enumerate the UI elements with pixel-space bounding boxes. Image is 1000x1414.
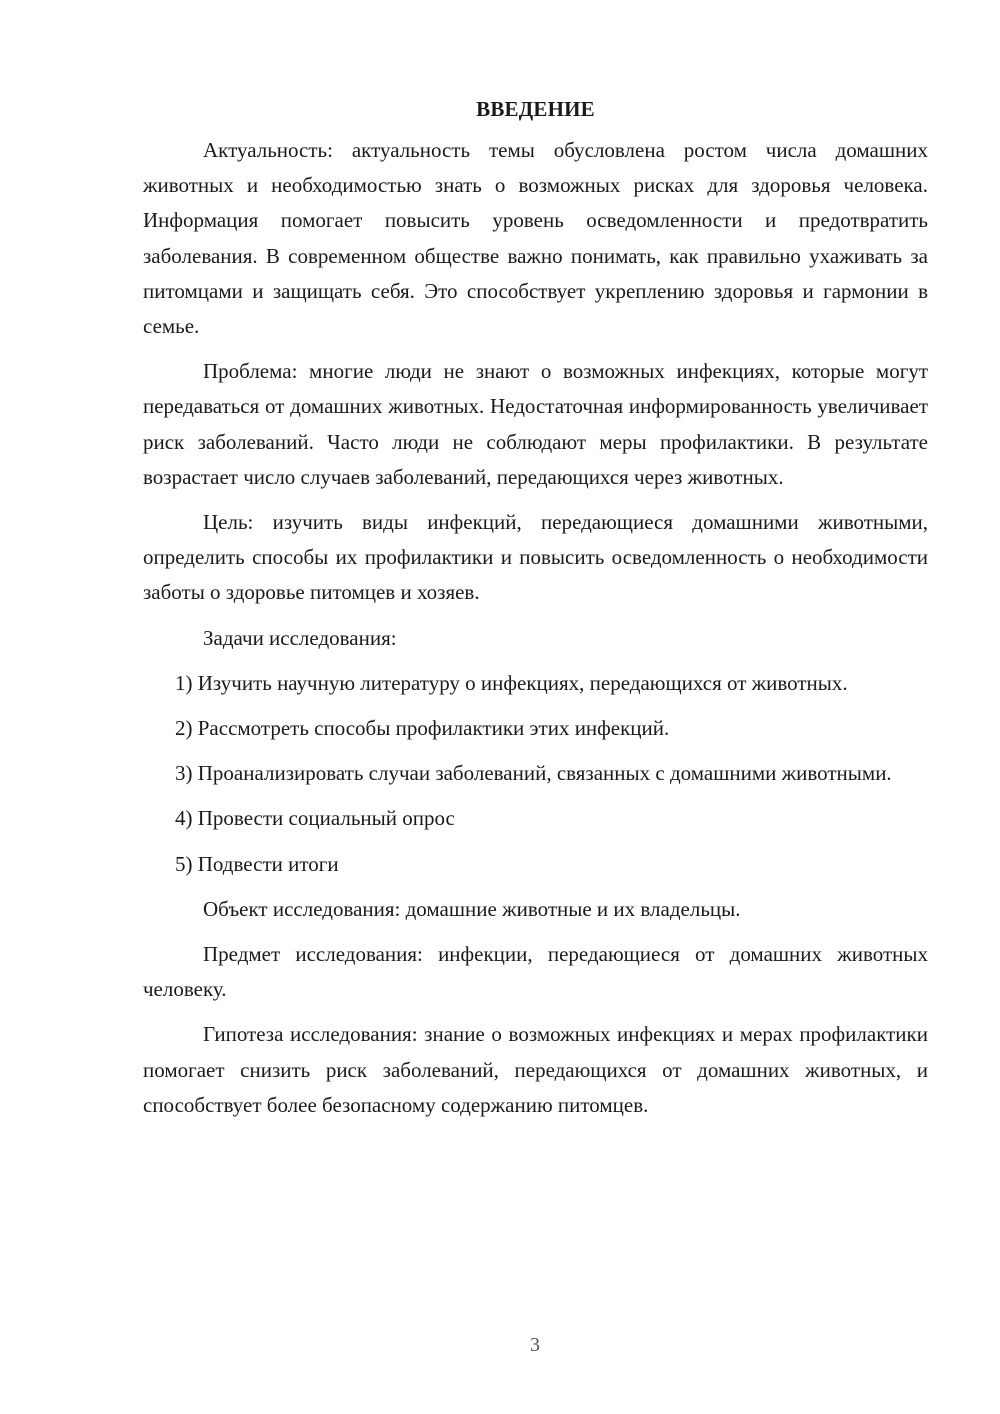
- section-title: ВВЕДЕНИЕ: [476, 97, 595, 121]
- tasks-heading: Задачи исследования:: [203, 625, 397, 650]
- document-page: [143, 92, 928, 1133]
- subject-paragraph: Предмет исследования: инфекции, передающиеся от домашних животных человеку.: [143, 942, 928, 1002]
- task-item: 2) Рассмотреть способы профилактики этих инфекций.: [175, 716, 670, 741]
- hypothesis-paragraph: Гипотеза исследования: знание о возможных инфекциях и мерах профилактики помогает снизить риск заболеваний, передающихся от домашних животных, и способствует более безопасному содержанию питомцев.: [143, 1022, 928, 1117]
- task-item: 4) Провести социальный опрос: [175, 806, 455, 831]
- problem-paragraph: Проблема: многие люди не знают о возможных инфекциях, которые могут передаваться от домашних животных. Недостаточная информированность увеличивает риск заболеваний. Часто люди не соблюдают меры профилактики. В результате возрастает число случаев заболеваний, передающихся через животных.: [143, 359, 928, 489]
- task-item: 5) Подвести итоги: [175, 851, 339, 876]
- page-number: 3: [530, 1334, 540, 1356]
- task-item: 1) Изучить научную литературу о инфекциях, передающихся от животных.: [175, 670, 848, 695]
- object-paragraph: Объект исследования: домашние животные и их владельцы.: [203, 896, 741, 921]
- goal-paragraph: Цель: изучить виды инфекций, передающиеся домашними животными, определить способы их профилактики и повысить осведомленность о необходимости заботы о здоровье питомцев и хозяев.: [143, 510, 928, 605]
- relevance-paragraph: Актуальность: актуальность темы обусловлена ростом числа домашних животных и необходимостью знать о возможных рисках для здоровья человека. Информация помогает повысить уровень осведомленности и предотвратить заболевания. В современном обществе важно понимать, как правильно ухаживать за питомцами и защищать себя. Это способствует укреплению здоровья и гармонии в семье.: [143, 138, 928, 339]
- task-item: 3) Проанализировать случаи заболеваний, связанных с домашними животными.: [175, 761, 892, 786]
